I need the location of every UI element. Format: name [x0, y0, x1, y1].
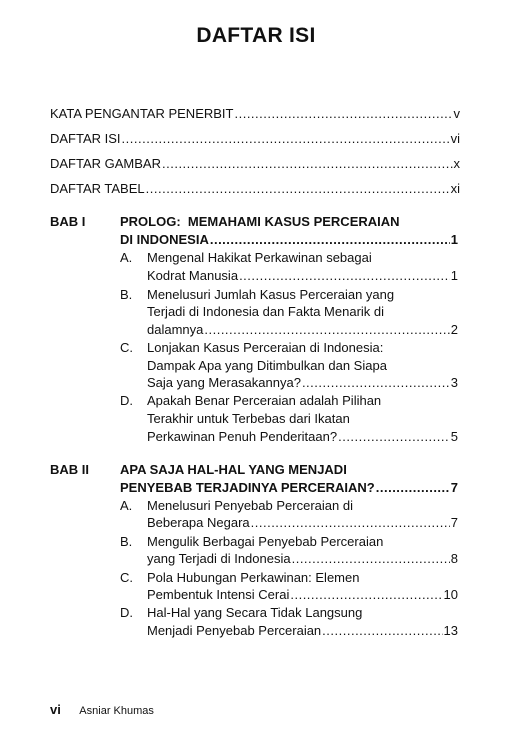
toc-page-number: 7	[450, 515, 458, 530]
section-title-last-line[interactable]	[147, 321, 458, 339]
section-title-part: Pola Hubungan Perkawinan: Elemen	[147, 570, 360, 585]
section-title-line[interactable]	[147, 339, 417, 357]
section-title-part: Menjadi Penyebab Perceraian	[147, 623, 322, 638]
section-letter: B.	[120, 534, 133, 549]
toc-page-number: vi	[450, 131, 460, 146]
toc-page-number: 13	[443, 623, 458, 638]
section-letter: D.	[120, 605, 133, 620]
toc-entry-label: DAFTAR GAMBAR	[50, 156, 161, 171]
section-title-last-line[interactable]	[147, 622, 458, 640]
section-title-line[interactable]	[147, 286, 417, 304]
section-title-last-line[interactable]	[147, 267, 458, 285]
section-letter: B.	[120, 287, 133, 302]
section-title-part: Menelusuri Penyebab Perceraian di	[147, 498, 353, 513]
section-title-last-line[interactable]	[147, 586, 458, 604]
section-title-part: Pembentuk Intensi Cerai	[147, 587, 290, 602]
chapter-code: BAB I	[50, 214, 86, 229]
chapter-title-line[interactable]	[120, 461, 410, 479]
chapter-title-part: MEMAHAMI KASUS PERCERAIAN	[187, 214, 400, 229]
dot-leader	[210, 231, 450, 249]
dot-leader	[204, 321, 449, 339]
toc-entry-daftar-isi[interactable]	[50, 130, 460, 148]
dot-leader	[234, 105, 452, 123]
section-letter: C.	[120, 570, 133, 585]
section-title-line[interactable]	[147, 392, 417, 410]
section-title-part: Hal-Hal yang Secara Tidak Langsung	[147, 605, 363, 620]
toc-page-number: 3	[450, 375, 458, 390]
dot-leader	[146, 180, 450, 198]
toc-page-number: 7	[450, 480, 458, 495]
chapter-title-line[interactable]	[120, 479, 458, 497]
chapter-title-part: PROLOG:	[120, 214, 181, 229]
section-title-part: Mengenal Hakikat Perkawinan sebagai	[147, 250, 372, 265]
chapter-title-line[interactable]	[120, 213, 410, 231]
section-title-line[interactable]	[147, 604, 417, 622]
section-title-part: Menelusuri Jumlah Kasus Perceraian yang	[147, 287, 395, 302]
section-title-part: Perkawinan Penuh Penderitaan?	[147, 429, 338, 444]
dot-leader	[376, 479, 450, 497]
footer-author: Asniar Khumas	[79, 705, 154, 717]
dot-leader	[162, 155, 453, 173]
toc-entry-daftar-tabel[interactable]	[50, 180, 460, 198]
section-title-part: dalamnya	[147, 322, 204, 337]
section-title-last-line[interactable]	[147, 514, 458, 532]
chapter-title-part: PENYEBAB TERJADINYA PERCERAIAN?	[120, 480, 375, 495]
chapter-title-part: DI INDONESIA	[120, 232, 209, 247]
section-title-line[interactable]	[147, 533, 417, 551]
toc-page-number: 10	[443, 587, 458, 602]
section-title-part: Mengulik Berbagai Penyebab Perceraian	[147, 534, 384, 549]
toc-page-number: x	[453, 156, 460, 171]
section-title-part: Terakhir untuk Terbebas dari Ikatan	[147, 411, 350, 426]
toc-page-number: 1	[450, 232, 458, 247]
dot-leader	[239, 267, 450, 285]
dot-leader	[338, 428, 450, 446]
section-title-line[interactable]	[147, 497, 417, 515]
section-title-part: Kodrat Manusia	[147, 268, 239, 283]
toc-page-number: v	[453, 106, 460, 121]
section-title-line[interactable]	[147, 357, 417, 375]
section-title-last-line[interactable]	[147, 374, 458, 392]
section-title-last-line[interactable]	[147, 428, 458, 446]
section-title-part: Apakah Benar Perceraian adalah Pilihan	[147, 393, 382, 408]
dot-leader	[122, 130, 450, 148]
toc-page-number: 8	[450, 551, 458, 566]
dot-leader	[251, 514, 450, 532]
section-title-part: Terjadi di Indonesia dan Fakta Menarik di	[147, 304, 385, 319]
toc-page-number: 1	[450, 268, 458, 283]
section-letter: A.	[120, 250, 133, 265]
toc-page-number: 2	[450, 322, 458, 337]
toc-page-number: 5	[450, 429, 458, 444]
toc-entry-label: DAFTAR ISI	[50, 131, 121, 146]
section-letter: C.	[120, 340, 133, 355]
chapter-title-line[interactable]	[120, 231, 458, 249]
dot-leader	[292, 550, 450, 568]
footer-page-number: vi	[50, 702, 61, 717]
section-title-part: yang Terjadi di Indonesia	[147, 551, 291, 566]
toc-entry-kata-pengantar[interactable]	[50, 105, 460, 123]
dot-leader	[290, 586, 442, 604]
toc-entry-label: DAFTAR TABEL	[50, 181, 145, 196]
chapter-title-part: APA SAJA HAL-HAL YANG MENJADI	[120, 462, 347, 477]
toc-entry-label: KATA PENGANTAR PENERBIT	[50, 106, 234, 121]
chapter-code: BAB II	[50, 462, 89, 477]
section-title-line[interactable]	[147, 569, 417, 587]
section-title-part: Lonjakan Kasus Perceraian di Indonesia:	[147, 340, 384, 355]
dot-leader	[322, 622, 442, 640]
section-letter: A.	[120, 498, 133, 513]
section-title-line[interactable]	[147, 249, 417, 267]
page-title: DAFTAR ISI	[196, 24, 316, 47]
toc-page-number: xi	[450, 181, 460, 196]
section-letter: D.	[120, 393, 133, 408]
page-footer	[50, 702, 154, 717]
dot-leader	[302, 374, 450, 392]
section-title-part: Dampak Apa yang Ditimbulkan dan Siapa	[147, 358, 387, 373]
section-title-part: Saja yang Merasakannya?	[147, 375, 301, 390]
section-title-line[interactable]	[147, 410, 417, 428]
toc-entry-daftar-gambar[interactable]	[50, 155, 460, 173]
section-title-line[interactable]	[147, 303, 417, 321]
section-title-last-line[interactable]	[147, 550, 458, 568]
section-title-part: Beberapa Negara	[147, 515, 250, 530]
